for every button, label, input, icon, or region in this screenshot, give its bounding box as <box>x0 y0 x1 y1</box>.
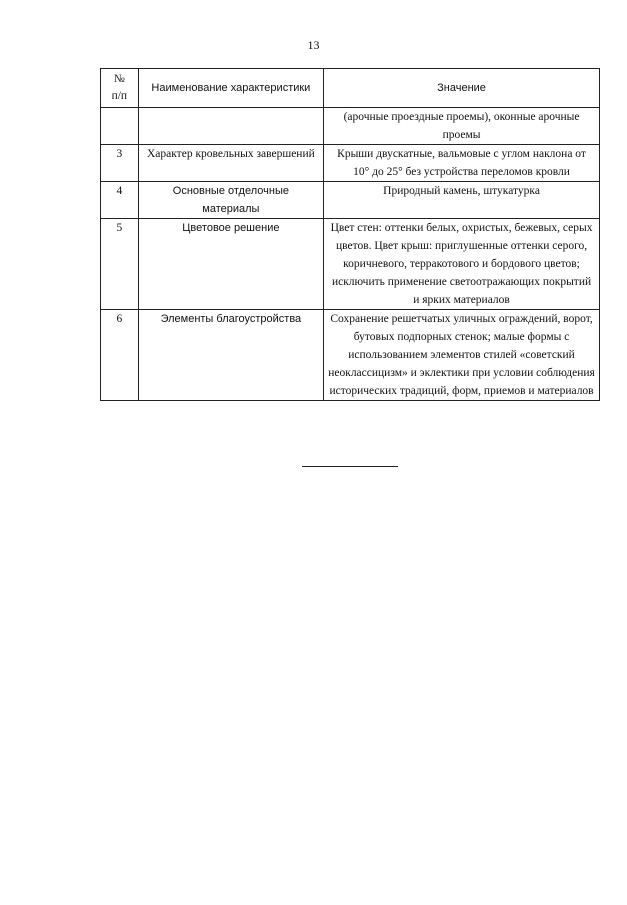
table-header-row <box>101 69 600 108</box>
header-number <box>101 69 139 108</box>
table-row-continuation <box>101 108 600 145</box>
header-name: Наименование характеристики <box>138 69 323 108</box>
header-number-abbrev: п/п <box>111 90 128 102</box>
row-number-cell: 5 <box>101 219 139 310</box>
row-name-cell: Основные отделочные материалы <box>138 182 323 219</box>
table-row <box>101 310 600 401</box>
row-number-cell: 4 <box>101 182 139 219</box>
row-value-cell: (арочные проездные проемы), оконные арочные проемы <box>324 108 600 145</box>
row-number-cell: 6 <box>101 310 139 401</box>
end-of-table-divider <box>302 466 398 467</box>
row-name-cell: Цветовое решение <box>138 219 323 310</box>
row-name-cell: Характер кровельных завершений <box>138 145 323 182</box>
row-value-cell: Сохранение решетчатых уличных ограждений, ворот, бутовых подпорных стенок; малые формы с использованием элементов стилей «советский неоклассицизм» и эклектики при условии соблюдения исторических традиций, форм, приемов и материалов <box>324 310 600 401</box>
table-row <box>101 145 600 182</box>
header-value: Значение <box>324 69 600 108</box>
row-name-cell: Элементы благоустройства <box>138 310 323 401</box>
header-number-symbol: № <box>113 73 125 85</box>
row-number-cell: 3 <box>101 145 139 182</box>
row-value-cell: Крыши двускатные, вальмовые с углом наклона от 10° до 25° без устройства переломов кровли <box>324 145 600 182</box>
table-row <box>101 182 600 219</box>
characteristics-table <box>100 68 600 401</box>
page-number: 13 <box>307 38 320 52</box>
table-row <box>101 219 600 310</box>
row-value-cell: Природный камень, штукатурка <box>324 182 600 219</box>
row-name-cell <box>138 108 323 145</box>
row-value-cell: Цвет стен: оттенки белых, охристых, бежевых, серых цветов. Цвет крыш: приглушенные оттенки серого, коричневого, терракотового и бордового цветов; исключить применение светоотражающих покрытий и ярких материалов <box>324 219 600 310</box>
row-number-cell <box>101 108 139 145</box>
